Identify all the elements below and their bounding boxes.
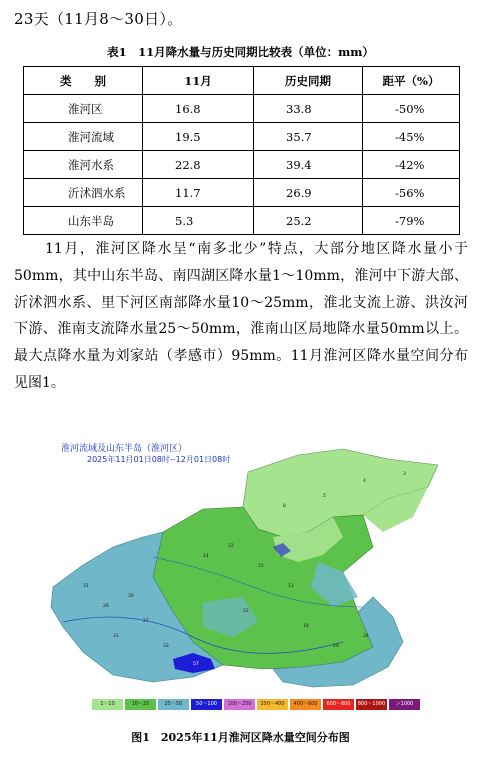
map-legend xyxy=(92,699,420,710)
svg-text:57: 57 xyxy=(193,662,199,667)
cell-nov: 11.7 xyxy=(143,179,254,207)
svg-text:21: 21 xyxy=(83,584,89,589)
svg-text:8: 8 xyxy=(283,504,286,509)
svg-text:18: 18 xyxy=(303,624,309,629)
table-row xyxy=(24,151,460,179)
header-historical: 历史同期 xyxy=(254,67,363,95)
cell-anom: -50% xyxy=(363,95,460,123)
svg-text:29: 29 xyxy=(333,644,339,649)
svg-text:13: 13 xyxy=(288,584,294,589)
legend-swatch: 10～25 xyxy=(125,699,156,710)
cell-anom: -45% xyxy=(363,123,460,151)
map-graphic xyxy=(43,437,443,712)
cell-region: 山东半岛 xyxy=(24,207,143,235)
cell-nov: 19.5 xyxy=(143,123,254,151)
map-title: 淮河流域及山东半岛（淮河区） xyxy=(61,444,188,454)
table-row xyxy=(24,207,460,235)
svg-text:26: 26 xyxy=(103,604,109,609)
svg-text:3: 3 xyxy=(403,472,406,477)
cell-anom: -79% xyxy=(363,207,460,235)
legend-swatch: ＞1000 xyxy=(389,699,420,710)
cell-region: 沂沭泗水系 xyxy=(24,179,143,207)
cell-anom: -42% xyxy=(363,151,460,179)
cell-hist: 33.8 xyxy=(254,95,363,123)
svg-text:12: 12 xyxy=(228,544,234,549)
header-category: 类 别 xyxy=(24,67,143,95)
legend-swatch: 800～1000 xyxy=(356,699,387,710)
table-row xyxy=(24,123,460,151)
table-header-row xyxy=(24,67,460,95)
rainfall-map xyxy=(43,437,443,712)
cell-nov: 16.8 xyxy=(143,95,254,123)
figure-caption: 图1 2025年11月淮河区降水量空间分布图 xyxy=(131,731,350,744)
body-paragraph: 11月，淮河区降水呈“南多北少”特点，大部分地区降水量小于50mm，其中山东半岛、南四湖区降水量1～10mm，淮河中下游大部、沂沭泗水系、里下河区南部降水量10～25mm，淮北支流上游、洪汝河下游、淮南支流降水量25～50mm，淮南山区局地降水量50mm以上。最大点降水量为刘家站（孝感市）95mm。11月淮河区降水量空间分布见图1。 xyxy=(14,241,468,391)
cell-hist: 35.7 xyxy=(254,123,363,151)
svg-text:4: 4 xyxy=(363,479,366,484)
rainfall-table xyxy=(23,66,460,235)
svg-text:33: 33 xyxy=(163,644,169,649)
svg-text:31: 31 xyxy=(113,634,119,639)
legend-swatch: 400～600 xyxy=(290,699,321,710)
header-anomaly: 距平（%） xyxy=(363,67,460,95)
svg-text:30: 30 xyxy=(128,594,134,599)
map-date-range: 2025年11月01日08时--12月01日08时 xyxy=(87,455,231,464)
svg-text:14: 14 xyxy=(203,554,209,559)
table-row xyxy=(24,179,460,207)
header-november: 11月 xyxy=(143,67,254,95)
svg-text:15: 15 xyxy=(258,564,264,569)
cell-hist: 39.4 xyxy=(254,151,363,179)
svg-text:34: 34 xyxy=(363,634,369,639)
legend-swatch: 600～800 xyxy=(323,699,354,710)
cell-nov: 5.3 xyxy=(143,207,254,235)
cell-hist: 26.9 xyxy=(254,179,363,207)
cell-anom: -56% xyxy=(363,179,460,207)
legend-swatch: 250～400 xyxy=(257,699,288,710)
cell-region: 淮河水系 xyxy=(24,151,143,179)
svg-text:27: 27 xyxy=(143,619,149,624)
legend-swatch: 25～50 xyxy=(158,699,189,710)
cell-hist: 25.2 xyxy=(254,207,363,235)
table-caption: 表1 11月降水量与历史同期比较表（单位：mm） xyxy=(107,45,374,59)
svg-text:5: 5 xyxy=(323,494,326,499)
intro-line: 23天（11月8～30日）。 xyxy=(14,10,183,28)
legend-swatch: 100～250 xyxy=(224,699,255,710)
legend-swatch: 50～100 xyxy=(191,699,222,710)
table-row xyxy=(24,95,460,123)
cell-region: 淮河区 xyxy=(24,95,143,123)
cell-nov: 22.8 xyxy=(143,151,254,179)
svg-text:22: 22 xyxy=(243,609,249,614)
legend-swatch: 1～10 xyxy=(92,699,123,710)
cell-region: 淮河流域 xyxy=(24,123,143,151)
